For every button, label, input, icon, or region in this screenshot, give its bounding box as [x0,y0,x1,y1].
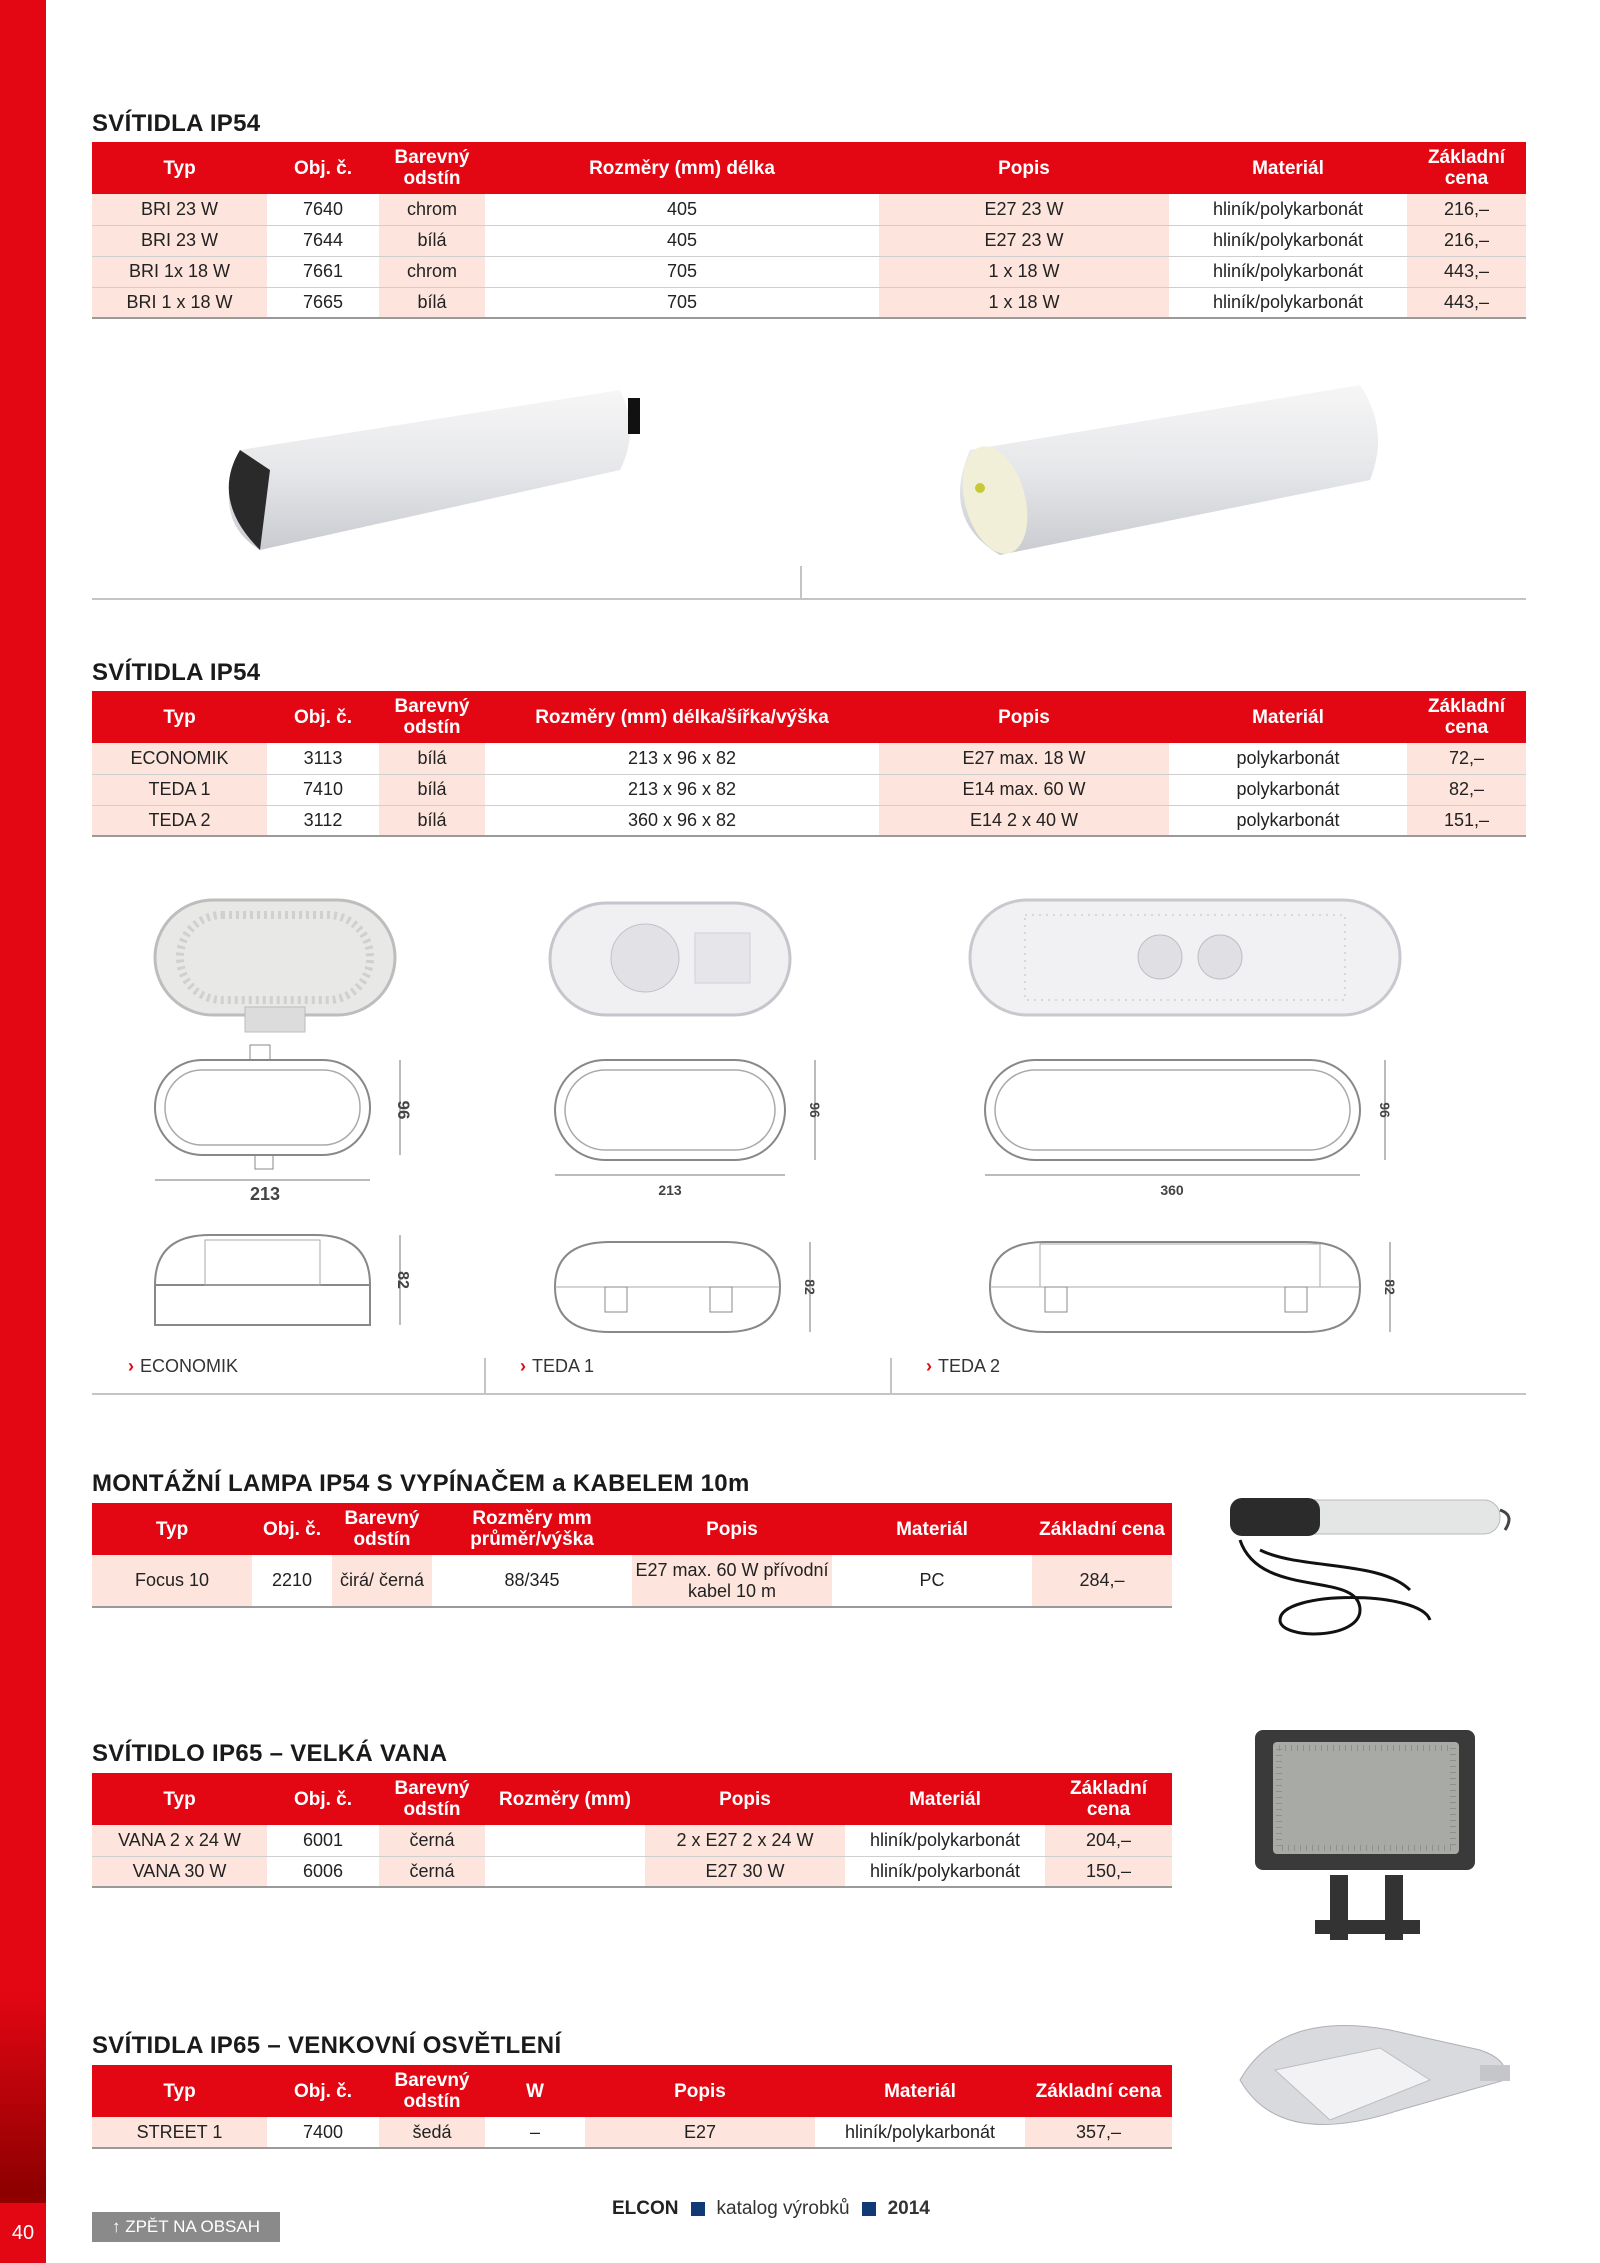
table-cell: 705 [485,287,879,318]
teda2-height-label: 82 [1382,1279,1398,1295]
teda2-width-label: 96 [1377,1102,1393,1118]
brand-name: ELCON [612,2198,679,2219]
table-cell: šedá [379,2117,485,2148]
section-title-ip54-bri: SVÍTIDLA IP54 [92,110,261,137]
table-cell: 213 x 96 x 82 [485,774,879,805]
catalog-year: 2014 [887,2198,930,2219]
teda1-length-label: 213 [658,1182,682,1198]
table-cell: – [485,2117,585,2148]
economik-length-label: 213 [249,1184,281,1204]
column-header: Popis [879,691,1169,743]
column-header: Základní cena [1407,691,1526,743]
column-header: Materiál [845,1773,1045,1825]
table-cell: bílá [379,805,485,836]
table-cell: hliník/polykarbonát [1169,287,1407,318]
table-cell: bílá [379,774,485,805]
table-cell: polykarbonát [1169,805,1407,836]
table-cell: VANA 30 W [92,1856,267,1887]
table-cell: hliník/polykarbonát [1169,225,1407,256]
column-header: Barevný odstín [379,142,485,194]
street-spec-table [92,2065,1172,2149]
table-cell: TEDA 1 [92,774,267,805]
chevron-right-icon: › [520,1356,526,1376]
table-cell: 443,– [1407,256,1526,287]
column-header: Základní cena [1045,1773,1172,1825]
table-cell: E27 max. 60 W přívodní kabel 10 m [632,1555,832,1607]
table-cell: Focus 10 [92,1555,252,1607]
table-row [92,225,1526,256]
table-header-row [92,2065,1172,2117]
table-cell [485,1825,645,1856]
table-cell: hliník/polykarbonát [1169,194,1407,225]
table-header-row [92,1503,1172,1555]
table-cell: ECONOMIK [92,743,267,774]
column-header: Popis [585,2065,815,2117]
economik-spec-table [92,691,1526,837]
divider [92,1393,1526,1395]
economik-side-view-drawing [150,1225,420,1335]
table-cell: 705 [485,256,879,287]
table-header-row [92,691,1526,743]
table-cell: chrom [379,194,485,225]
table-row [92,1555,1172,1607]
teda2-length-label: 360 [1160,1182,1184,1198]
column-header: Obj. č. [267,1773,379,1825]
table-cell: BRI 1x 18 W [92,256,267,287]
teda1-side-view-drawing [550,1232,830,1342]
column-header: Základní cena [1032,1503,1172,1555]
table-cell: 405 [485,194,879,225]
teda1-width-label: 96 [807,1102,823,1118]
table-cell: hliník/polykarbonát [1169,256,1407,287]
table-cell: 7410 [267,774,379,805]
column-header: Barevný odstín [332,1503,432,1555]
table-cell: bílá [379,225,485,256]
footer-branding [612,2198,930,2220]
column-header: Materiál [1169,142,1407,194]
teda1-photo [545,898,795,1020]
section-title-venkovni-osvetleni: SVÍTIDLA IP65 – VENKOVNÍ OSVĚTLENÍ [92,2032,562,2059]
table-cell: hliník/polykarbonát [815,2117,1025,2148]
economik-photo [150,895,400,1035]
table-row [92,287,1526,318]
divider [92,598,1526,600]
table-cell: 7400 [267,2117,379,2148]
teda1-height-label: 82 [802,1279,818,1295]
table-cell: bílá [379,743,485,774]
table-cell: 7665 [267,287,379,318]
teda2-top-view-drawing [980,1050,1400,1200]
chevron-right-icon: › [926,1356,932,1376]
table-row [92,743,1526,774]
bri-chrome-lamp-image [200,370,660,590]
table-cell: 204,– [1045,1825,1172,1856]
table-cell: E14 2 x 40 W [879,805,1169,836]
focus-work-lamp-image [1220,1480,1520,1650]
column-header: Obj. č. [252,1503,332,1555]
table-header-row [92,142,1526,194]
column-header: Typ [92,142,267,194]
table-cell: 3113 [267,743,379,774]
table-cell: 7644 [267,225,379,256]
column-header: Základní cena [1025,2065,1172,2117]
column-header: W [485,2065,585,2117]
economik-width-label: 96 [394,1100,413,1120]
table-cell: čirá/ černá [332,1555,432,1607]
bri-spec-table [92,142,1526,319]
table-cell: 82,– [1407,774,1526,805]
caption-economik: › ECONOMIK [128,1356,239,1376]
table-cell: E14 max. 60 W [879,774,1169,805]
teda2-photo [965,895,1405,1020]
vana-floodlight-image [1245,1710,1495,1960]
column-header: Barevný odstín [379,2065,485,2117]
table-cell [485,1856,645,1887]
table-cell: 7640 [267,194,379,225]
table-cell: 151,– [1407,805,1526,836]
table-cell: 150,– [1045,1856,1172,1887]
table-row [92,1856,1172,1887]
table-cell: BRI 1 x 18 W [92,287,267,318]
table-cell: 360 x 96 x 82 [485,805,879,836]
table-cell: 405 [485,225,879,256]
column-header: Typ [92,691,267,743]
catalog-label: katalog výrobků [716,2198,850,2219]
column-header: Obj. č. [267,142,379,194]
table-cell: 6001 [267,1825,379,1856]
column-header: Základní cena [1407,142,1526,194]
column-header: Materiál [832,1503,1032,1555]
bri-white-lamp-image [930,370,1400,590]
table-cell: hliník/polykarbonát [845,1856,1045,1887]
column-header: Typ [92,1773,267,1825]
table-row [92,256,1526,287]
table-cell: 1 x 18 W [879,256,1169,287]
table-row [92,2117,1172,2148]
table-cell: E27 23 W [879,225,1169,256]
teda1-top-view-drawing [550,1050,830,1200]
back-to-contents-link[interactable]: ↑ ZPĚT NA OBSAH [92,2212,280,2242]
economik-height-label: 82 [394,1271,411,1289]
table-cell: 6006 [267,1856,379,1887]
side-accent-bar [0,0,46,2263]
table-row [92,1825,1172,1856]
table-cell: STREET 1 [92,2117,267,2148]
table-row [92,805,1526,836]
caption-teda2: › TEDA 2 [926,1356,1001,1376]
table-cell: 2 x E27 2 x 24 W [645,1825,845,1856]
square-bullet-icon [862,2202,876,2216]
table-cell: polykarbonát [1169,774,1407,805]
street-lamp-image [1220,2000,1520,2170]
table-cell: 1 x 18 W [879,287,1169,318]
table-cell: 3112 [267,805,379,836]
table-cell: PC [832,1555,1032,1607]
section-title-ip54-economik: SVÍTIDLA IP54 [92,659,261,686]
column-header: Obj. č. [267,691,379,743]
column-header: Rozměry (mm) délka/šířka/výška [485,691,879,743]
table-cell: E27 max. 18 W [879,743,1169,774]
column-header: Popis [879,142,1169,194]
table-cell: 213 x 96 x 82 [485,743,879,774]
table-cell: chrom [379,256,485,287]
section-title-velka-vana: SVÍTIDLO IP65 – VELKÁ VANA [92,1740,448,1767]
vana-spec-table [92,1773,1172,1888]
divider [800,566,802,598]
table-cell: BRI 23 W [92,225,267,256]
table-cell: VANA 2 x 24 W [92,1825,267,1856]
table-cell: černá [379,1825,485,1856]
table-cell: hliník/polykarbonát [845,1825,1045,1856]
chevron-right-icon: › [128,1356,134,1376]
table-cell: černá [379,1856,485,1887]
column-header: Barevný odstín [379,691,485,743]
table-cell: 216,– [1407,194,1526,225]
table-header-row [92,1773,1172,1825]
column-header: Barevný odstín [379,1773,485,1825]
table-cell: 284,– [1032,1555,1172,1607]
square-bullet-icon [691,2202,705,2216]
table-cell: polykarbonát [1169,743,1407,774]
table-cell: TEDA 2 [92,805,267,836]
table-cell: E27 [585,2117,815,2148]
table-cell: E27 23 W [879,194,1169,225]
table-cell: 7661 [267,256,379,287]
focus-spec-table [92,1503,1172,1608]
table-row [92,774,1526,805]
column-header: Typ [92,1503,252,1555]
table-cell: 72,– [1407,743,1526,774]
column-header: Typ [92,2065,267,2117]
caption-teda1: › TEDA 1 [520,1356,595,1376]
column-header: Rozměry (mm) délka [485,142,879,194]
column-header: Obj. č. [267,2065,379,2117]
column-header: Popis [632,1503,832,1555]
table-cell: 2210 [252,1555,332,1607]
table-cell: E27 30 W [645,1856,845,1887]
table-cell: 443,– [1407,287,1526,318]
teda2-side-view-drawing [985,1232,1405,1342]
table-cell: 357,– [1025,2117,1172,2148]
table-cell: bílá [379,287,485,318]
table-cell: 88/345 [432,1555,632,1607]
column-header: Rozměry (mm) [485,1773,645,1825]
divider [890,1358,892,1394]
column-header: Rozměry mm průměr/výška [432,1503,632,1555]
economik-top-view-drawing [150,1040,420,1210]
table-cell: BRI 23 W [92,194,267,225]
table-row [92,194,1526,225]
column-header: Popis [645,1773,845,1825]
page-number: 40 [0,2203,46,2263]
divider [484,1358,486,1394]
section-title-montazni-lampa: MONTÁŽNÍ LAMPA IP54 S VYPÍNAČEM a KABELEM 10m [92,1470,750,1497]
column-header: Materiál [815,2065,1025,2117]
column-header: Materiál [1169,691,1407,743]
table-cell: 216,– [1407,225,1526,256]
